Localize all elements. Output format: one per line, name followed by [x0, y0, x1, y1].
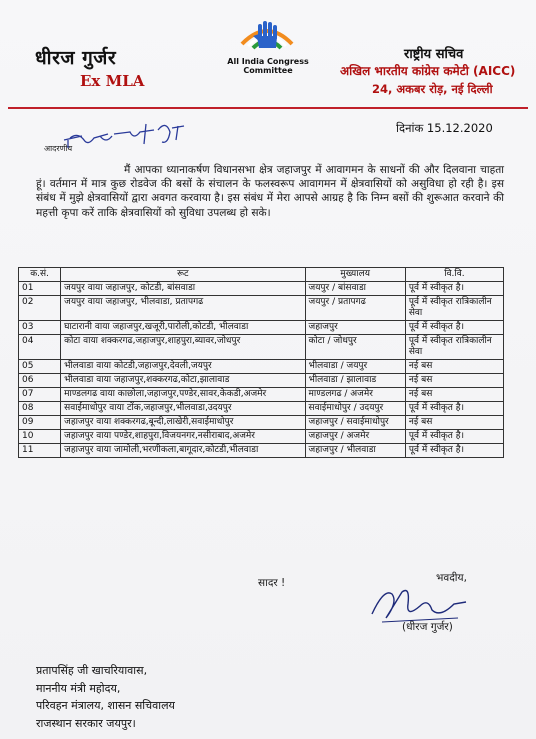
table-row	[19, 444, 504, 458]
cell-serial: 03	[19, 321, 61, 335]
cell-remarks: नई बस	[405, 374, 503, 388]
header-serial: क.सं.	[19, 268, 61, 282]
sender-name: धीरज गुर्जर	[35, 47, 117, 69]
cell-remarks: पूर्व में स्वीकृत रात्रिकालीन सेवा	[405, 296, 503, 321]
cell-serial: 09	[19, 416, 61, 430]
closing-bhavdiya: भवदीय,	[436, 572, 467, 584]
body-paragraph: मैं आपका ध्यानाकर्षण विधानसभा क्षेत्र जहाजपुर में आवागमन के साधनों की और दिलवाना चाहता हूं। वर्तमान में मात्र कुछ रोडवेज की बसों के संचालन के फलस्वरूप आवागमन में क्षेत्रवासियों को असुविधा हो रही है। इस संबंध में मुझे क्षेत्रवासियों द्वारा अवगत करवाया है। इस संबंध में मेरा आपसे आग्रह है कि निम्न बसों की शुरूआत करवाने की महत्ती कृपा करें ताकि क्षेत्रवासियों को सुविधा उपलब्ध हो सके।	[36, 164, 504, 219]
congress-hand-logo	[236, 14, 298, 56]
table-row	[19, 388, 504, 402]
cell-headquarters: जयपुर / प्रतापगढ	[305, 296, 405, 321]
cell-route: जहाजपुर वाया पण्डेर,शाहपुरा,विजयनगर,नसीराबाद,अजमेर	[61, 430, 305, 444]
cell-serial: 11	[19, 444, 61, 458]
cell-headquarters: माण्डलगढ / अजमेर	[305, 388, 405, 402]
cell-serial: 01	[19, 282, 61, 296]
recipient-line: माननीय मंत्री महोदय,	[36, 681, 121, 695]
aicc-logo-caption	[208, 57, 328, 75]
table-body	[19, 282, 504, 458]
letter-date: दिनांक 15.12.2020	[396, 121, 493, 135]
table-row	[19, 296, 504, 321]
cell-headquarters: भीलवाडा / जयपुर	[305, 360, 405, 374]
cell-route: माण्डलगढ वाया काछोला,जहाजपुर,पण्डेर,सावर,केकडी,अजमेर	[61, 388, 305, 402]
sender-designation: Ex MLA	[80, 72, 145, 90]
cell-route: जहाजपुर वाया शक्करगढ,बून्दी,लाखेरी,सवाईमाधोपुर	[61, 416, 305, 430]
cell-headquarters: जहाजपुर / सवाईमाधोपुर	[305, 416, 405, 430]
header-remarks: वि.वि.	[405, 268, 503, 282]
cell-headquarters: जहाजपुर / भीलवाडा	[305, 444, 405, 458]
aicc-name: अखिल भारतीय कांग्रेस कमेटी (AICC)	[340, 64, 516, 78]
bus-routes-table	[18, 267, 504, 458]
cell-headquarters: जयपुर / बांसवाडा	[305, 282, 405, 296]
recipient-line: परिवहन मंत्रालय, शासन सचिवालय	[36, 699, 175, 712]
cell-route: भीलवाडा वाया जहाजपुर,शक्करगढ,कोटा,झालावाड	[61, 374, 305, 388]
cell-headquarters: सवाईमाधोपुर / उदयपुर	[305, 402, 405, 416]
letterhead-divider	[8, 107, 528, 109]
cell-route: कोटा वाया शक्करगढ,जहाजपुर,शाहपुरा,ब्यावर,जोधपुर	[61, 335, 305, 360]
cell-headquarters: कोटा / जोधपुर	[305, 335, 405, 360]
cell-route: सवाईमाधोपुर वाया टोंक,जहाजपुर,भीलवाडा,उदयपुर	[61, 402, 305, 416]
cell-serial: 06	[19, 374, 61, 388]
table-row	[19, 360, 504, 374]
cell-remarks: पूर्व में स्वीकृत रात्रिकालीन सेवा	[405, 335, 503, 360]
cell-serial: 07	[19, 388, 61, 402]
table-row	[19, 416, 504, 430]
cell-route: घाटारानी वाया जहाजपुर,खजूरी,पारोली,कोटडी, भीलवाडा	[61, 321, 305, 335]
cell-remarks: पूर्व में स्वीकृत है।	[405, 444, 503, 458]
national-secretary-title: राष्ट्रीय सचिव	[404, 47, 464, 62]
table-header-row	[19, 268, 504, 282]
cell-remarks: पूर्व में स्वीकृत है।	[405, 321, 503, 335]
table-row	[19, 374, 504, 388]
cell-route: भीलवाडा वाया कोटडी,जहाजपुर,देवली,जयपुर	[61, 360, 305, 374]
header-headquarters: मुख्यालय	[305, 268, 405, 282]
cell-remarks: पूर्व में स्वीकृत है।	[405, 402, 503, 416]
cell-serial: 02	[19, 296, 61, 321]
table-row	[19, 321, 504, 335]
org-line-2: Committee	[243, 66, 293, 75]
closing-sadar: सादर !	[258, 577, 286, 589]
aicc-address: 24, अकबर रोड़, नई दिल्ली	[372, 82, 493, 96]
org-line-1: All India Congress	[227, 57, 309, 66]
cell-serial: 05	[19, 360, 61, 374]
cell-headquarters: जहाजपुर	[305, 321, 405, 335]
cell-route: जयपुर वाया जहाजपुर, भीलवाडा, प्रतापगढ	[61, 296, 305, 321]
table-row	[19, 282, 504, 296]
cell-remarks: नई बस	[405, 416, 503, 430]
handwritten-salutation	[60, 118, 192, 158]
header-route: रूट	[61, 268, 305, 282]
cell-remarks: पूर्व में स्वीकृत है।	[405, 430, 503, 444]
cell-headquarters: जहाजपुर / अजमेर	[305, 430, 405, 444]
cell-remarks: नई बस	[405, 360, 503, 374]
cell-remarks: नई बस	[405, 388, 503, 402]
table-row	[19, 402, 504, 416]
recipient-address	[36, 662, 175, 732]
cell-route: जयपुर वाया जहाजपुर, कोटडी, बांसवाडा	[61, 282, 305, 296]
recipient-line: राजस्थान सरकार जयपुर।	[36, 716, 136, 730]
recipient-line: प्रतापसिंह जी खाचरियावास,	[36, 664, 148, 677]
cell-serial: 04	[19, 335, 61, 360]
cell-headquarters: भीलवाडा / झालावाड	[305, 374, 405, 388]
salutation-label: आदरणीय	[44, 144, 73, 153]
cell-serial: 08	[19, 402, 61, 416]
signatory-name: (धीरज गुर्जर)	[402, 621, 453, 633]
cell-route: जहाजपुर वाया जामोली,भरणीकला,बागूदार,कोटडी,भीलवाडा	[61, 444, 305, 458]
table-row	[19, 335, 504, 360]
cell-remarks: पूर्व में स्वीकृत है।	[405, 282, 503, 296]
cell-serial: 10	[19, 430, 61, 444]
table-row	[19, 430, 504, 444]
